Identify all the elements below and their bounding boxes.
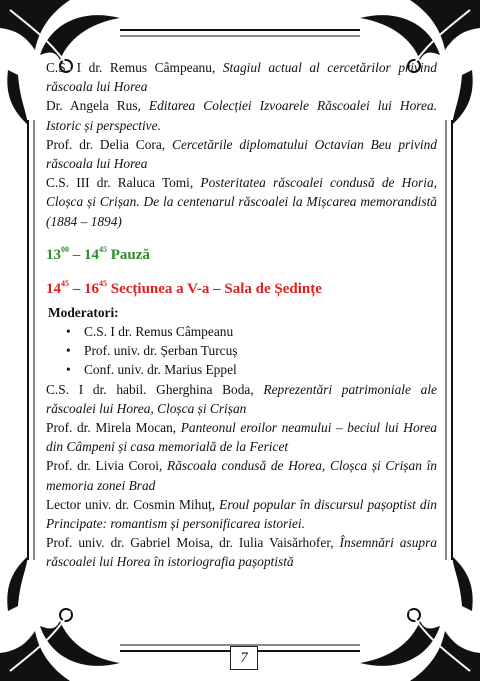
program-entry: Prof. dr. Mirela Mocan, Panteonul eroilor neamului – beciul lui Horea din Câmpeni și casa memorială de la Fericet	[46, 420, 437, 455]
page-content	[46, 58, 437, 572]
program-entry: Prof. dr. Livia Coroi, Răscoala condusă de Horea, Cloșca și Crișan în memoria zonei Brad	[46, 458, 438, 493]
moderator-item: • Prof. univ. dr. Șerban Turcuș	[84, 341, 437, 360]
program-entry: Prof. univ. dr. Gabriel Moisa, dr. Iulia Vaisărhofer, Însemnări asupra răscoalei lui Horea în istoriografia pașoptistă	[46, 535, 437, 570]
section-heading: $14^{45} - 16^{45}$ Secțiunea a V-a – Sala de Ședințe	[46, 278, 322, 297]
moderators-title: Moderatori:	[48, 304, 119, 320]
corner-ornament-bottom-left	[0, 556, 120, 681]
program-entry: C.S. III dr. Raluca Tomi, Posteritatea răscoalei condusă de Horia, Cloșca și Crișan. De la centenarul răscoalei la Mișcarea memorandistă (1884 – 1894)	[46, 175, 437, 229]
program-entry: C.S. I dr. Remus Câmpeanu, Stagiul actual al cercetărilor privind răscoala lui Horea	[46, 60, 437, 95]
pause-heading: $13^{00} - 14^{45}$ Pauză	[46, 244, 150, 263]
corner-ornament-bottom-right	[360, 556, 480, 681]
page-number: 7	[230, 646, 258, 670]
program-entry: Dr. Angela Rus, Editarea Colecției Izvoarele Răscoalei lui Horea. Istoric și perspective.	[46, 98, 437, 133]
moderator-item: • C.S. I dr. Remus Câmpeanu	[84, 322, 437, 341]
program-entry: Lector univ. dr. Cosmin Mihuț, Eroul popular în discursul pașoptist din Principate: romantism și personificarea istoriei.	[46, 496, 437, 532]
entries-top	[46, 58, 437, 231]
moderators-list	[46, 322, 437, 380]
program-entry: C.S. I dr. habil. Gherghina Boda, Reprezentări patrimoniale ale răscoalei lui Horea, Cloșca și Crișan	[46, 381, 437, 416]
program-entry: Prof. dr. Delia Cora, Cercetările diplomatului Octavian Beu privind răscoala lui Horea	[46, 136, 437, 172]
moderator-item: • Conf. univ. dr. Marius Eppel	[84, 360, 437, 379]
entries-bottom	[46, 380, 437, 572]
